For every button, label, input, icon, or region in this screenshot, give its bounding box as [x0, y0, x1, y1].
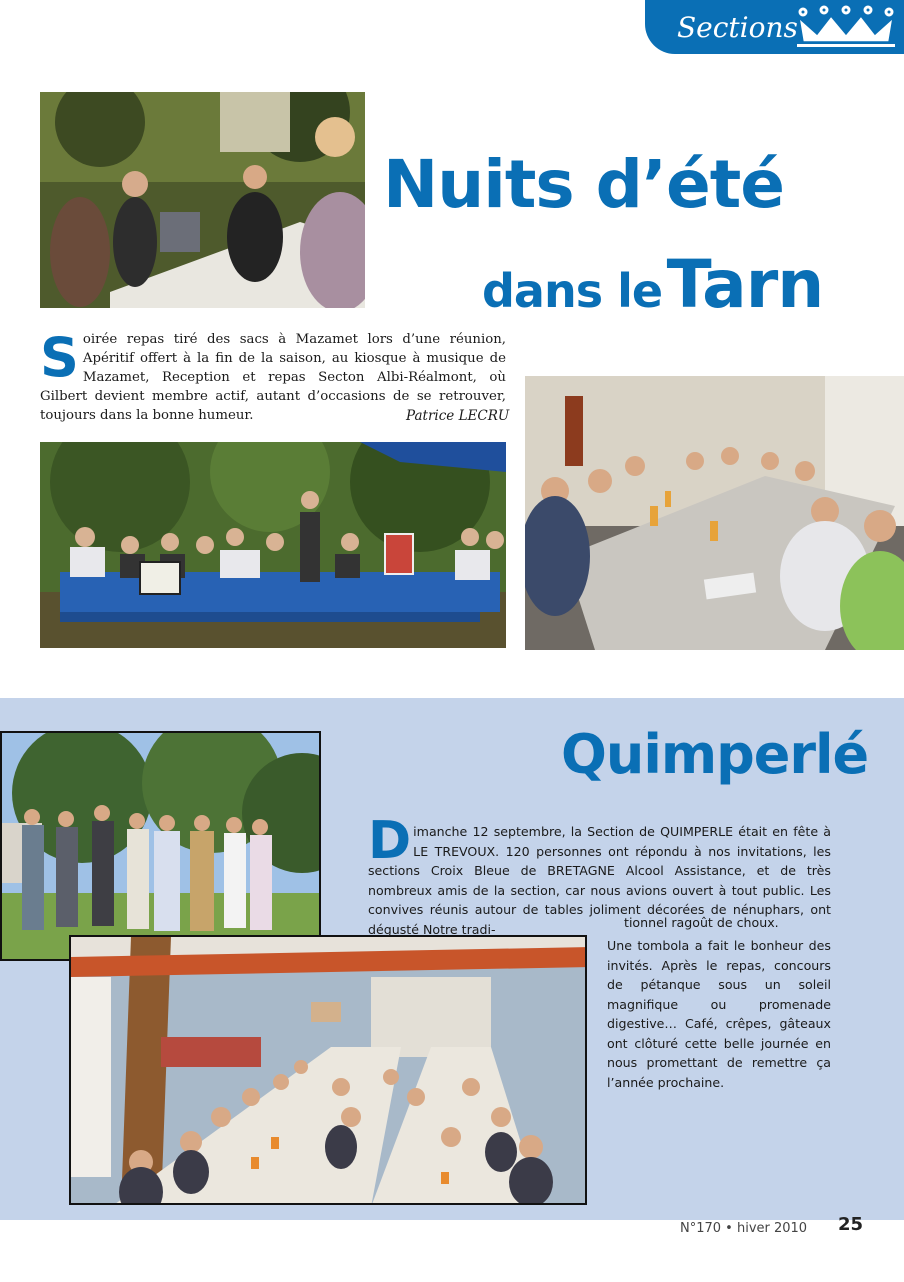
- issue-label: N°170 • hiver 2010: [680, 1221, 808, 1236]
- article1-title-line2: [482, 245, 823, 342]
- article1-signature: Patrice LECRU: [406, 408, 510, 424]
- photo-quimperle-group: [0, 731, 321, 961]
- photo-indoor-tables: [525, 376, 904, 650]
- section-tab: [645, 0, 904, 54]
- photo-quimperle-hall: [69, 935, 587, 1205]
- page-number: 25: [838, 1214, 864, 1235]
- article1-body-text: oirée repas tiré des sacs à Mazamet lors d’une réunion, Apéritif offert à la fin de la saison, au kiosque à musique de Mazamet, Reception et repas Secton Albi-Réalmont, où Gilbert devient membre actif, autant d’occasions de se retrouver, toujours dans la bonne humeur.: [40, 332, 506, 423]
- article2-para2: Une tombola a fait le bonheur des invités. Après le repas, concours de pétanque sous un soleil magnifique ou promenade digestive… Café, crêpes, gâteaux ont clôturé cette belle journée en nous promettant de remettre ça l’année prochaine.: [607, 938, 831, 1090]
- photo-outdoor-group: [40, 442, 506, 648]
- article2-para1-text: imanche 12 septembre, la Section de QUIMPERLE était en fête à LE TREVOUX. 120 personnes ont répondu à nos invitations, les sections Croix Bleue de BRETAGNE Alcool Assistance, et de très nombreux amis de la section, car nous avions ouvert à tout public. Les convives réunis autour de tables joliment décorées de nénuphars, ont dégusté Notre tradi-: [368, 824, 831, 937]
- tab-underline: [797, 44, 895, 47]
- article1-title-line1: Nuits d’été: [383, 146, 785, 223]
- crown-logo-icon: [797, 4, 895, 44]
- article1-title-tarn: Tarn: [666, 246, 824, 323]
- article1-dropcap: S: [40, 326, 79, 389]
- photo-garden-dinner: [40, 92, 365, 308]
- article2-para1-end: tionnel ragoût de choux.: [624, 915, 779, 930]
- article2-dropcap: D: [368, 811, 412, 871]
- section-label: Sections: [677, 11, 798, 44]
- article2-title: Quimperlé: [561, 723, 869, 786]
- article1-title-prefix: dans le: [482, 264, 663, 318]
